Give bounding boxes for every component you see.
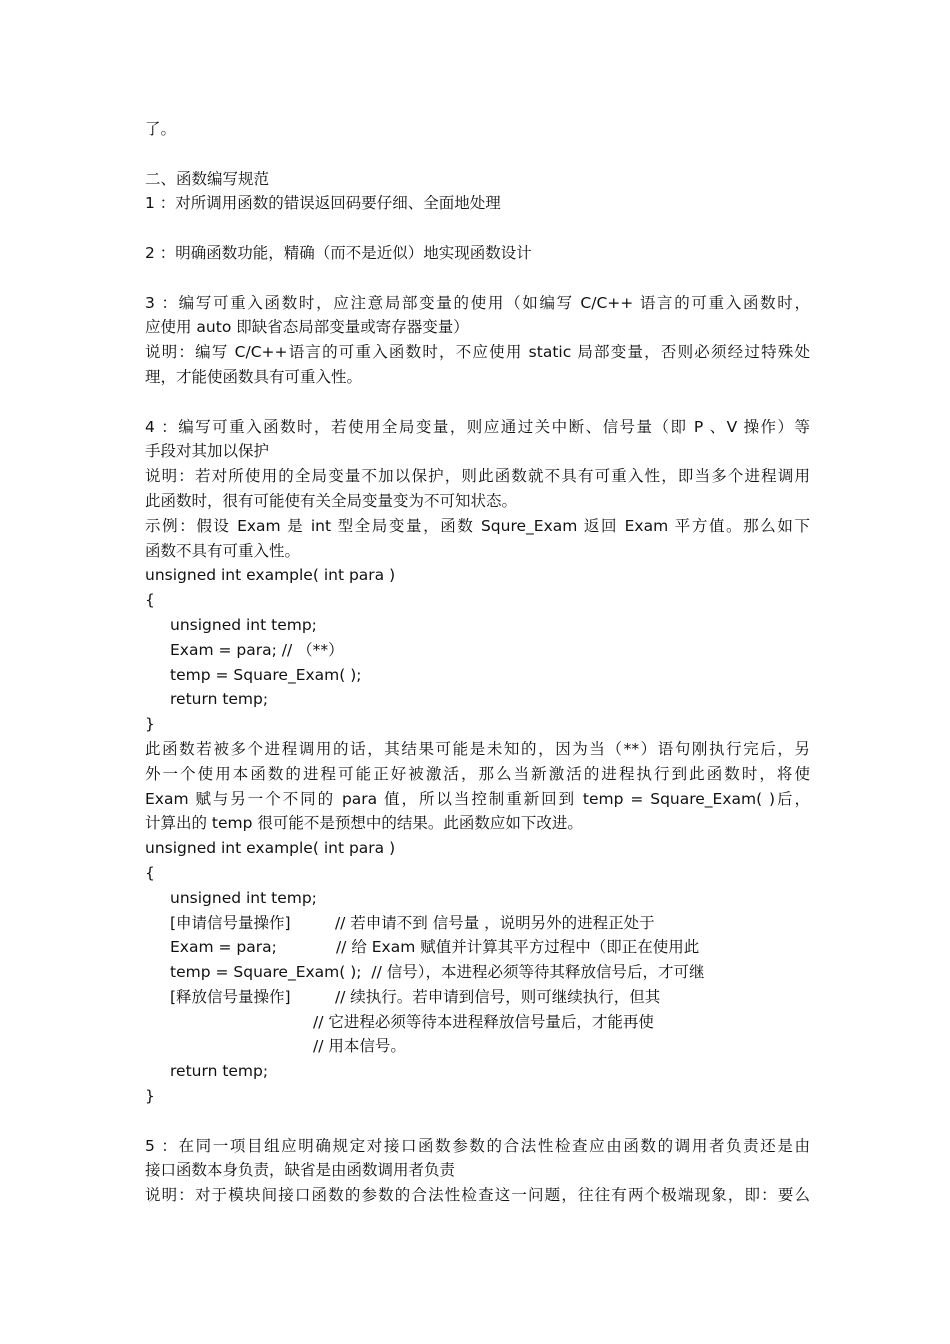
rule-4: 4 ：编写可重入函数时，若使用全局变量，则应通过关中断、信号量（即 P 、V 操作）等 (145, 417, 810, 436)
code-line: } (145, 1087, 155, 1106)
blank-line (145, 266, 810, 291)
blank-line (145, 216, 810, 241)
example-intro: 示例：假设 Exam 是 int 型全局变量，函数 Squre_Exam 返回 Exam 平方值。那么如下 (145, 516, 810, 535)
code-line: unsigned int temp; (170, 888, 317, 907)
section-heading: 二、函数编写规范 (145, 169, 270, 188)
code-line: temp = Square_Exam( ); // 信号），本进程必须等待其释放信号后，才可继 (170, 963, 705, 982)
code-line: temp = Square_Exam( ); (170, 665, 362, 684)
rule-3-cont: 应使用 auto 即缺省态局部变量或寄存器变量） (145, 318, 469, 337)
rule-5: 5 ：在同一项目组应明确规定对接口函数参数的合法性检查应由函数的调用者负责还是由 (145, 1136, 810, 1155)
rule-5-note: 说明：对于模块间接口函数的参数的合法性检查这一问题，往往有两个极端现象，即：要么 (145, 1186, 810, 1205)
code-line: Exam = para; // （**） (170, 640, 344, 659)
rule-4-note: 说明：若对所使用的全局变量不加以保护，则此函数就不具有可重入性，即当多个进程调用 (145, 467, 810, 486)
example-intro-cont: 函数不具有可重入性。 (145, 541, 301, 560)
code-line: { (145, 591, 155, 610)
blank-line (145, 390, 810, 415)
rule-2: 2 ：明确函数功能，精确（而不是近似）地实现函数设计 (145, 243, 532, 262)
rule-3-note-cont: 理，才能使函数具有可重入性。 (145, 367, 363, 386)
code-line: unsigned int temp; (170, 615, 317, 634)
code-line: [申请信号量操作] // 若申请不到 信号量 ，说明另外的进程正处于 (170, 913, 655, 932)
text-line: 了。 (145, 120, 177, 138)
code-line: return temp; (170, 690, 269, 709)
explanation-line: Exam 赋与另一个不同的 para 值，所以当控制重新回到 temp = Square_Exam( )后， (145, 789, 810, 808)
rule-5-cont: 接口函数本身负责，缺省是由函数调用者负责 (145, 1161, 456, 1180)
code-line: } (145, 715, 155, 734)
blank-line (145, 142, 810, 167)
code-line: [释放信号量操作] // 续执行。若申请到信号，则可继续执行，但其 (170, 987, 661, 1006)
code-line: { (145, 863, 155, 882)
blank-line (145, 1109, 810, 1134)
code-line: unsigned int example( int para ) (145, 566, 396, 585)
explanation-line: 计算出的 temp 很可能不是预想中的结果。此函数应如下改进。 (145, 814, 583, 833)
explanation-line: 外一个使用本函数的进程可能正好被激活，那么当新激活的进程执行到此函数时，将使 (145, 764, 810, 783)
rule-1: 1 ：对所调用函数的错误返回码要仔细、全面地处理 (145, 194, 501, 213)
code-comment-line: // 它进程必须等待本进程释放信号量后，才能再使 (313, 1012, 654, 1031)
rule-4-note-cont: 此函数时，很有可能使有关全局变量变为不可知状态。 (145, 491, 518, 510)
rule-3-note: 说明：编写 C/C++语言的可重入函数时，不应使用 static 局部变量，否则必须经过特殊处 (145, 343, 810, 362)
code-line: unsigned int example( int para ) (145, 839, 396, 858)
code-comment-line: // 用本信号。 (313, 1037, 406, 1056)
code-line: return temp; (170, 1062, 269, 1081)
rule-3: 3 ：编写可重入函数时，应注意局部变量的使用（如编写 C/C++ 语言的可重入函数时， (145, 293, 810, 312)
explanation-line: 此函数若被多个进程调用的话，其结果可能是未知的，因为当（**）语句刚执行完后，另 (145, 739, 810, 758)
rule-4-cont: 手段对其加以保护 (145, 442, 270, 461)
document-page (145, 117, 810, 1208)
code-line: Exam = para; // 给 Exam 赋值并计算其平方过程中（即正在使用此 (170, 938, 700, 957)
